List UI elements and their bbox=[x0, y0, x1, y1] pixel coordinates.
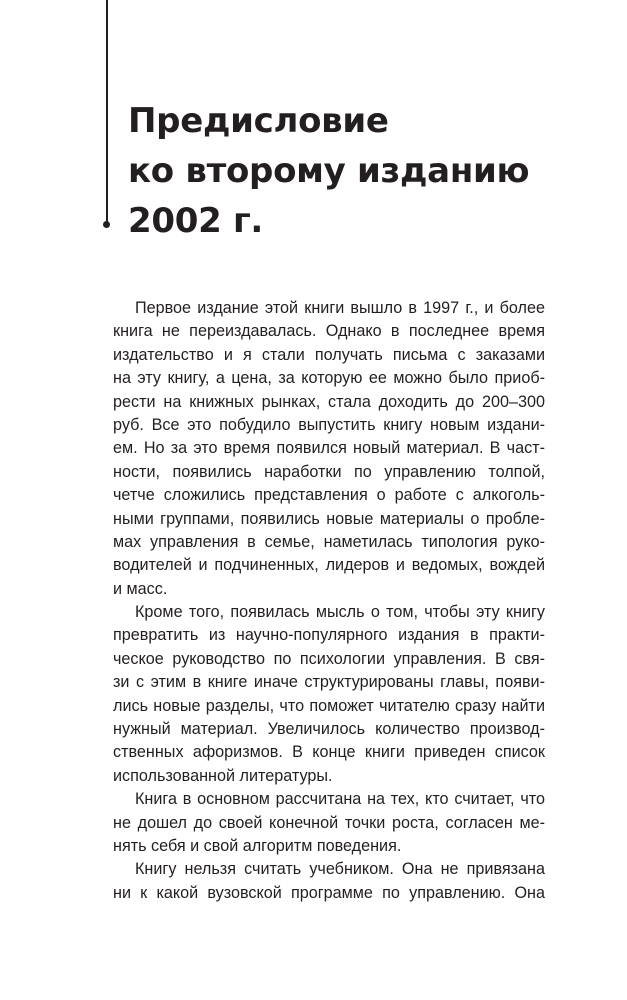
text-line: ными группами, появились новые материалы о пробле- bbox=[113, 509, 545, 528]
title-line: Предисловие bbox=[128, 101, 389, 141]
paragraph bbox=[113, 297, 545, 601]
margin-rule bbox=[106, 0, 108, 222]
text-line: и масс. bbox=[113, 579, 168, 598]
paragraph bbox=[113, 788, 545, 858]
text-line: рести на книжных рынках, стала доходить до 200–300 bbox=[113, 392, 545, 411]
text-line: не дошел до своей конечной точки роста, согласен ме- bbox=[113, 813, 545, 832]
title-line: ко второму изданию bbox=[128, 151, 530, 191]
paragraph bbox=[113, 858, 545, 905]
text-line: Первое издание этой книги вышло в 1997 г., и более bbox=[135, 299, 545, 317]
text-line: мах управления в семье, наметилась типология руко- bbox=[113, 532, 545, 551]
text-line: нужный материал. Увеличилось количество производ- bbox=[113, 720, 545, 739]
text-line: на эту книгу, а цена, за которую ее можно было приоб- bbox=[113, 369, 545, 388]
text-line: книга не переиздавалась. Однако в последнее время bbox=[113, 322, 545, 341]
paragraph bbox=[113, 601, 545, 788]
text-line: издательство и я стали получать письма с заказами bbox=[113, 345, 545, 364]
body-text bbox=[113, 297, 545, 905]
text-line: ности, появились наработки по управлению толпой, bbox=[113, 462, 545, 481]
text-line: превратить из научно-популярного издания в практи- bbox=[113, 626, 545, 645]
text-line: зи с этим в книге иначе структурированы главы, появи- bbox=[113, 673, 545, 692]
text-line: использованной литературы. bbox=[113, 766, 333, 785]
text-line: Кроме того, появилась мысль о том, чтобы эту книгу bbox=[135, 603, 545, 622]
text-line: ческое руководство по психологии управления. В свя- bbox=[113, 649, 545, 668]
text-line: ем. Но за это время появился новый материал. В част- bbox=[113, 439, 545, 458]
margin-rule-dot bbox=[103, 221, 110, 228]
text-line: ни к какой вузовской программе по управлению. Она bbox=[113, 883, 545, 902]
text-line: четче сложились представления о работе с алкоголь- bbox=[113, 486, 545, 505]
text-line: нять себя и свой алгоритм поведения. bbox=[113, 836, 402, 855]
text-line: водителей и подчиненных, лидеров и ведомых, вождей bbox=[113, 556, 545, 575]
text-line: руб. Все это побудило выпустить книгу новым издани- bbox=[113, 415, 545, 434]
text-line: лись новые разделы, что поможет читателю сразу найти bbox=[113, 696, 545, 715]
text-line: Книгу нельзя считать учебником. Она не привязана bbox=[135, 860, 545, 879]
text-line: Книга в основном рассчитана на тех, кто считает, что bbox=[135, 790, 545, 809]
text-line: ственных афоризмов. В конце книги приведен список bbox=[113, 743, 545, 762]
chapter-title bbox=[128, 96, 529, 246]
title-line: 2002 г. bbox=[128, 201, 264, 241]
